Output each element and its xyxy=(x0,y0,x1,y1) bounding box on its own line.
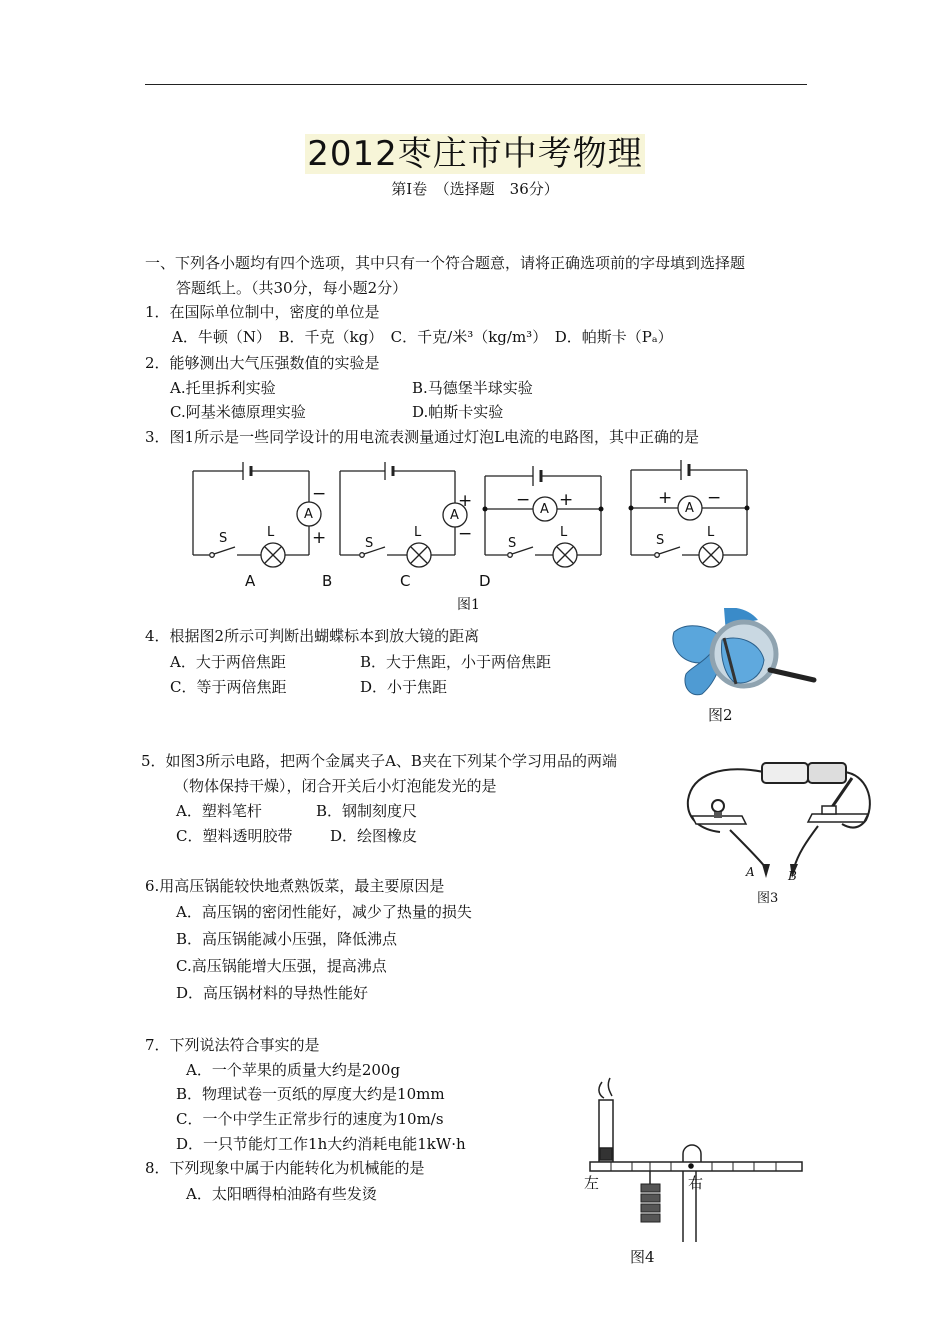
q2-option-c: C.阿基米德原理实验 xyxy=(170,403,306,421)
lever-left-label: 左 xyxy=(584,1174,600,1192)
page-title: 2012枣庄市中考物理 xyxy=(307,134,643,174)
q5-option-a: A．塑料笔杆 xyxy=(176,802,262,820)
figure-1-caption: 图1 xyxy=(457,597,480,613)
q6-option-b: B．高压锅能减小压强，降低沸点 xyxy=(176,930,398,948)
q3-stem: 3．图1所示是一些同学设计的用电流表测量通过灯泡L电流的电路图，其中正确的是 xyxy=(145,428,700,446)
junction-dot xyxy=(599,507,604,512)
ammeter-label-c: A xyxy=(540,502,549,517)
q5-stem-line2: （物体保持干燥），闭合开关后小灯泡能发光的是 xyxy=(174,777,497,795)
switch-label-d: S xyxy=(656,533,665,548)
q5-option-c: C．塑料透明胶带 xyxy=(176,827,293,845)
clip-b-label: B xyxy=(788,869,797,883)
lamp-label-b: L xyxy=(414,525,422,540)
q7-stem: 7．下列说法符合事实的是 xyxy=(145,1036,320,1054)
figure-3-circuit-photo xyxy=(682,750,876,888)
polarity-minus: − xyxy=(312,484,327,504)
switch-label-a: S xyxy=(219,531,228,546)
figure-4-lever-balance xyxy=(580,1070,810,1242)
clip-a-label: A xyxy=(746,865,755,879)
lamp-label-c: L xyxy=(560,525,568,540)
switch-label-b: S xyxy=(365,536,374,551)
lamp-label-a: L xyxy=(267,525,275,540)
section-intro-line1: 一、下列各小题均有四个选项，其中只有一个符合题意，请将正确选项前的字母填到选择题 xyxy=(145,254,746,272)
polarity-minus: − xyxy=(707,488,722,508)
polarity-plus: + xyxy=(658,488,673,508)
q4-stem: 4．根据图2所示可判断出蝴蝶标本到放大镜的距离 xyxy=(145,627,480,645)
q7-option-b: B．物理试卷一页纸的厚度大约是10mm xyxy=(176,1085,445,1103)
q2-option-b: B.马德堡半球实验 xyxy=(412,379,533,397)
polarity-plus: + xyxy=(458,491,473,511)
q2-stem: 2．能够测出大气压强数值的实验是 xyxy=(145,354,380,372)
lamp-label-d: L xyxy=(707,525,715,540)
section-intro-line2: 答题纸上。（共30分，每小题2分） xyxy=(176,279,408,297)
q2-option-d: D.帕斯卡实验 xyxy=(412,403,504,421)
top-rule xyxy=(145,84,807,85)
q5-stem: 5．如图3所示电路，把两个金属夹子A、B夹在下列某个学习用品的两端 xyxy=(141,752,617,770)
lever-right-label: 右 xyxy=(688,1174,704,1192)
junction-dot xyxy=(745,506,750,511)
q8-option-a: A．太阳晒得柏油路有些发烫 xyxy=(186,1185,377,1203)
q6-stem: 6.用高压锅能较快地煮熟饭菜，最主要原因是 xyxy=(145,877,445,895)
q5-option-b: B．钢制刻度尺 xyxy=(316,802,418,820)
polarity-plus: + xyxy=(312,528,327,548)
polarity-minus: − xyxy=(516,490,531,510)
q5-option-d: D．绘图橡皮 xyxy=(330,827,418,845)
q6-option-d: D．高压锅材料的导热性能好 xyxy=(176,984,369,1002)
figure-4-caption: 图4 xyxy=(630,1248,655,1266)
polarity-minus: − xyxy=(458,524,473,544)
q4-option-b: B．大于焦距，小于两倍焦距 xyxy=(360,653,552,671)
ammeter-label-a: A xyxy=(304,507,313,522)
q7-option-c: C．一个中学生正常步行的速度为10m/s xyxy=(176,1110,444,1128)
figure-2-butterfly-magnifier xyxy=(664,608,820,704)
q1-options: A．牛顿（N） B．千克（kg） C．千克/米³（kg/m³） D．帕斯卡（Pₐ） xyxy=(172,328,673,346)
q4-option-d: D．小于焦距 xyxy=(360,678,448,696)
circuit-b xyxy=(340,462,467,567)
figure-1-circuits xyxy=(185,456,765,596)
circuit-option-b: B xyxy=(322,572,333,590)
switch-label-c: S xyxy=(508,536,517,551)
figure-3-caption: 图3 xyxy=(757,891,779,906)
page-subtitle: 第Ⅰ卷 （选择题 36分） xyxy=(391,180,559,198)
circuit-option-d: D xyxy=(479,572,491,590)
q6-option-a: A．高压锅的密闭性能好，减少了热量的损失 xyxy=(176,903,472,921)
ammeter-label-b: A xyxy=(450,508,459,523)
circuit-option-a: A xyxy=(245,572,256,590)
q8-stem: 8．下列现象中属于内能转化为机械能的是 xyxy=(145,1159,425,1177)
ammeter-label-d: A xyxy=(685,501,694,516)
q4-option-c: C．等于两倍焦距 xyxy=(170,678,287,696)
q7-option-a: A．一个苹果的质量大约是200g xyxy=(186,1061,401,1079)
q1-stem: 1．在国际单位制中，密度的单位是 xyxy=(145,303,380,321)
circuit-option-c: C xyxy=(400,572,411,590)
junction-dot xyxy=(483,507,488,512)
junction-dot xyxy=(629,506,634,511)
figure-2-caption: 图2 xyxy=(708,706,733,724)
q2-option-a: A.托里拆利实验 xyxy=(170,379,276,397)
polarity-plus: + xyxy=(559,490,574,510)
q4-option-a: A．大于两倍焦距 xyxy=(170,653,286,671)
q6-option-c: C.高压锅能增大压强，提高沸点 xyxy=(176,957,387,975)
circuit-a xyxy=(193,462,321,567)
q7-option-d: D．一只节能灯工作1h大约消耗电能1kW·h xyxy=(176,1135,466,1153)
